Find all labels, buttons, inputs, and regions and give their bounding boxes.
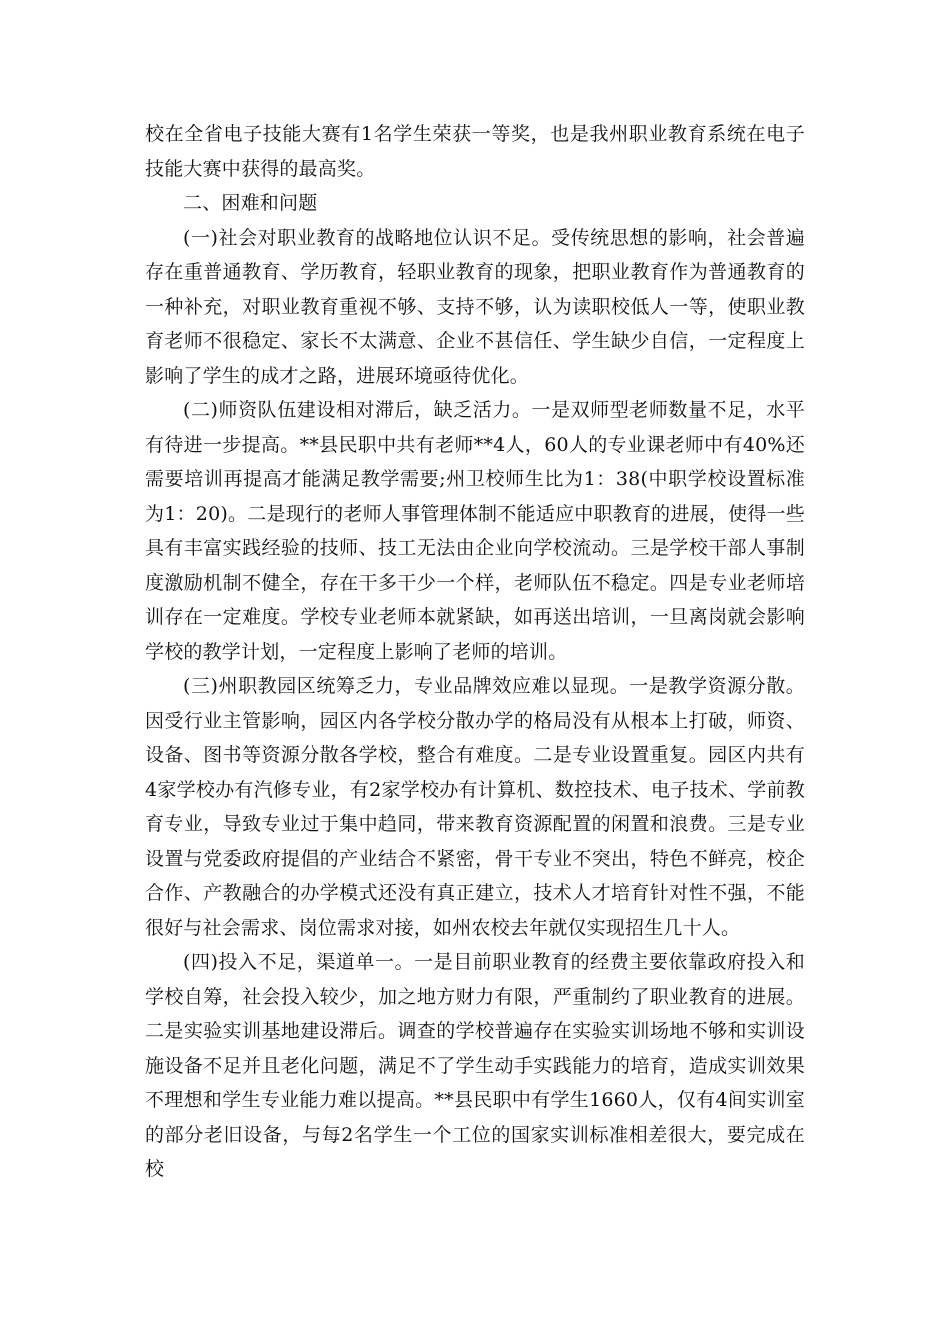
document-body <box>145 117 805 1187</box>
section-heading: 二、困难和问题 <box>183 192 318 214</box>
paragraph-continuation: 校在全省电子技能大赛有1名学生荣获一等奖，也是我州职业教育系统在电子技能大赛中获得的最高奖。 <box>145 123 805 180</box>
paragraph-issue-2: (二)师资队伍建设相对滞后，缺乏活力。一是双师型老师数量不足，水平有待进一步提高。**县民职中共有老师**4人，60人的专业课老师中有40%还需要培训再提高才能满足教学需要;州卫校师生比为1：38(中职学校设置标准为1：20)。二是现行的老师人事管理体制不能适应中职教育的进展，使得一些具有丰富实践经验的技师、技工无法由企业向学校流动。三是学校干部人事制度激励机制不健全，存在干多干少一个样，老师队伍不稳定。四是专业老师培训存在一定难度。学校专业老师本就紧缺，如再送出培训，一旦离岗就会影响学校的教学计划，一定程度上影响了老师的培训。 <box>145 399 805 663</box>
paragraph-issue-4: (四)投入不足，渠道单一。一是目前职业教育的经费主要依靠政府投入和学校自筹，社会投入较少，加之地方财力有限，严重制约了职业教育的进展。二是实验实训基地建设滞后。调查的学校普遍存在实验实训场地不够和实训设施设备不足并且老化问题，满足不了学生动手实践能力的培育，造成实训效果不理想和学生专业能力难以提高。**县民职中有学生1660人，仅有4间实训室的部分老旧设备，与每2名学生一个工位的国家实训标准相差很大，要完成在校 <box>145 951 805 1180</box>
paragraph-issue-1: (一)社会对职业教育的战略地位认识不足。受传统思想的影响，社会普遍存在重普通教育、学历教育，轻职业教育的现象，把职业教育作为普通教育的一种补充，对职业教育重视不够、支持不够，认为读职校低人一等，使职业教育老师不很稳定、家长不太满意、企业不甚信任、学生缺少自信，一定程度上影响了学生的成才之路，进展环境亟待优化。 <box>145 226 805 387</box>
paragraph-issue-3: (三)州职教园区统筹乏力，专业品牌效应难以显现。一是教学资源分散。因受行业主管影响，园区内各学校分散办学的格局没有从根本上打破，师资、设备、图书等资源分散各学校，整合有难度。二是专业设置重复。园区内共有4家学校办有汽修专业，有2家学校办有计算机、数控技术、电子技术、学前教育专业，导致专业过于集中趋同，带来教育资源配置的闲置和浪费。三是专业设置与党委政府提倡的产业结合不紧密，骨干专业不突出，特色不鲜亮，校企合作、产教融合的办学模式还没有真正建立，技术人才培育针对性不强，不能很好与社会需求、岗位需求对接，如州农校去年就仅实现招生几十人。 <box>145 675 805 939</box>
